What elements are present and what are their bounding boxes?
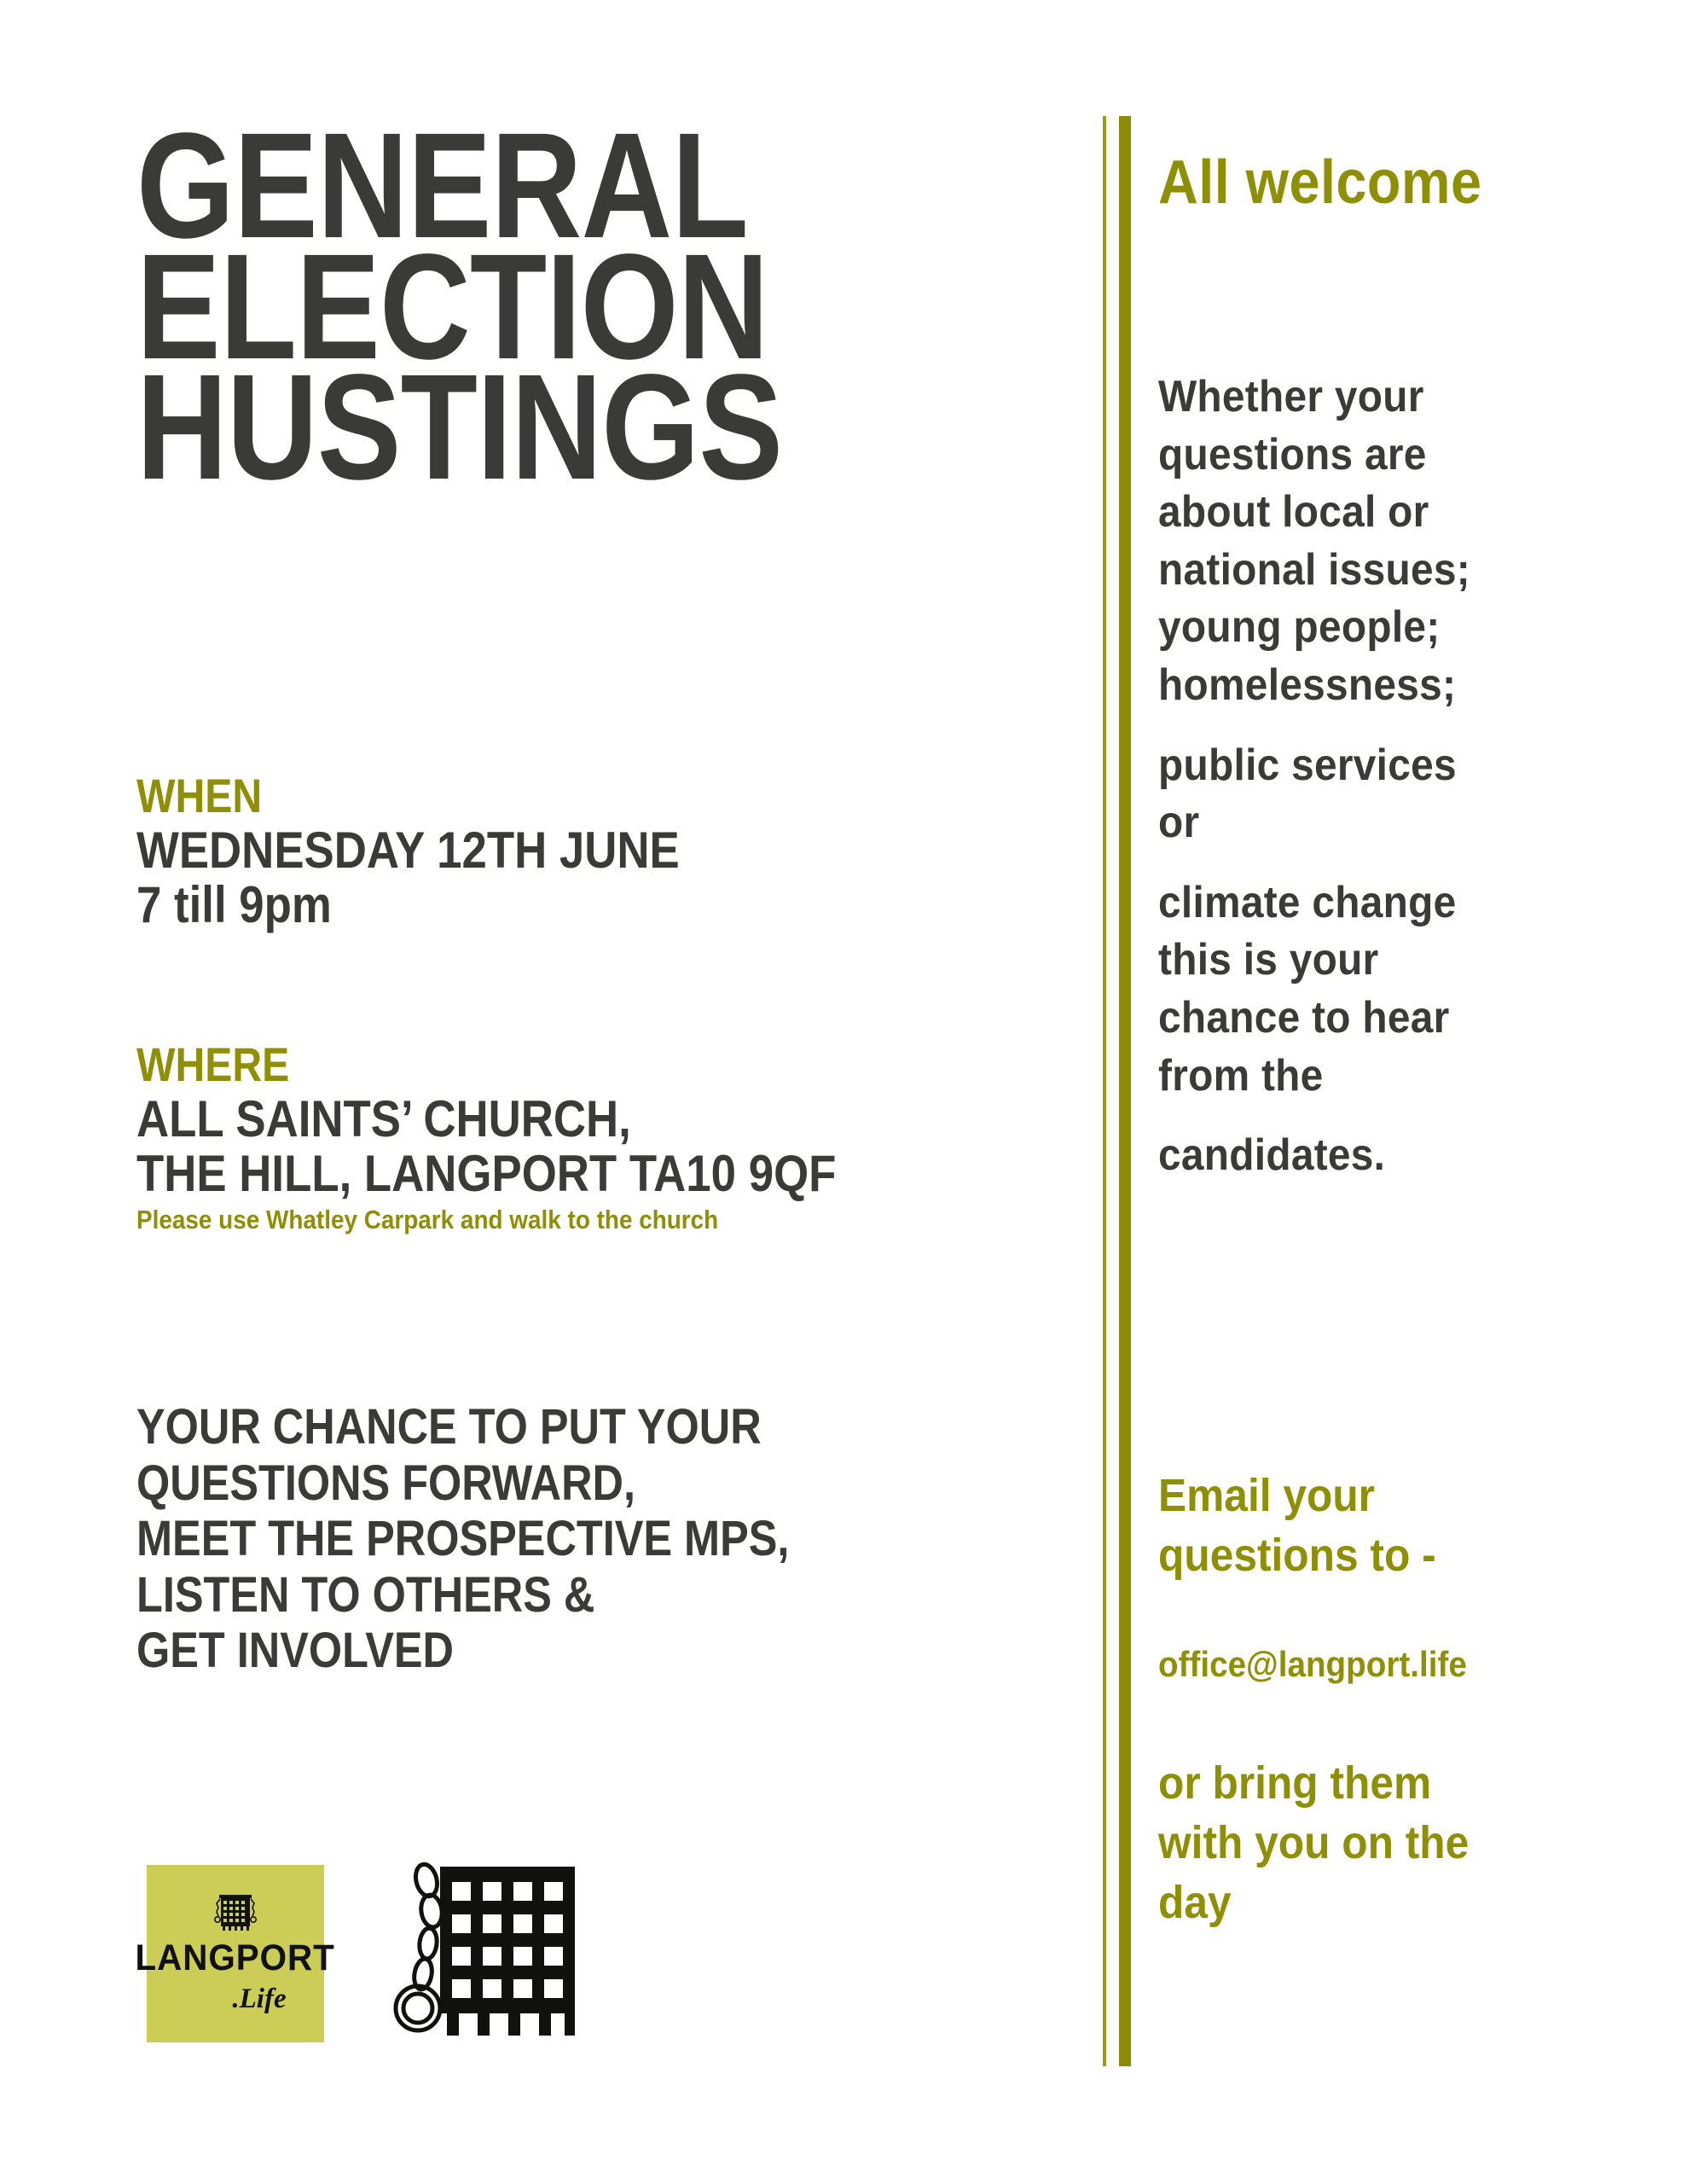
- chance-line-5: GET INVOLVED: [136, 1623, 454, 1679]
- when-block: [136, 769, 1058, 933]
- divider-thin-rule: [1103, 116, 1106, 2066]
- where-label: WHERE: [136, 1037, 290, 1091]
- body-line-3: about local or: [1158, 487, 1429, 537]
- where-venue: ALL SAINTS’ CHURCH,: [136, 1090, 631, 1147]
- chance-line-4: LISTEN TO OTHERS &: [136, 1566, 595, 1623]
- chance-block: [136, 1399, 1058, 1679]
- portcullis-icon: [211, 1894, 260, 1937]
- email-heading-line-2: questions to -: [1158, 1530, 1436, 1582]
- langport-wordmark: LANGPORT: [135, 1937, 336, 1978]
- bring-questions-block: [1158, 1753, 1619, 1933]
- when-label: WHEN: [136, 769, 263, 822]
- body-line-13: candidates.: [1158, 1130, 1386, 1181]
- right-column: [1158, 0, 1619, 2184]
- bring-line-2: with you on the: [1158, 1817, 1470, 1869]
- body-line-4: national issues;: [1158, 544, 1470, 595]
- body-line-9: climate change: [1158, 877, 1457, 927]
- where-block: [136, 1037, 1058, 1237]
- when-date: WEDNESDAY 12TH JUNE: [136, 822, 680, 879]
- logo-row: [136, 1848, 733, 2070]
- email-heading: [1158, 1466, 1619, 1585]
- where-address: THE HILL, LANGPORT TA10 9QF: [136, 1144, 837, 1202]
- page-title: [136, 102, 910, 512]
- langport-suffix: .Life: [232, 1984, 287, 2014]
- headline-line-2: ELECTION: [136, 223, 768, 391]
- body-line-12: from the: [1158, 1050, 1324, 1101]
- bring-line-1: or bring them: [1158, 1757, 1432, 1809]
- left-column: [136, 0, 1058, 2184]
- divider-thick-rule: [1119, 116, 1131, 2066]
- body-line-8: or: [1158, 798, 1200, 848]
- body-line-6: homelessness;: [1158, 659, 1457, 710]
- body-line-7: public services: [1158, 740, 1457, 790]
- where-parking-note: Please use Whatley Carpark and walk to the church: [136, 1205, 719, 1235]
- body-line-1: Whether your: [1158, 372, 1424, 421]
- body-line-10: this is your: [1158, 935, 1379, 985]
- portcullis-chains-icon: [374, 1862, 578, 2049]
- email-heading-line-1: Email your: [1158, 1470, 1376, 1521]
- body-line-5: young people;: [1158, 602, 1441, 653]
- intro-paragraph: [1158, 369, 1619, 1185]
- when-time: 7 till 9pm: [136, 875, 332, 933]
- langport-life-logo: [135, 1865, 336, 2042]
- headline-line-3: HUSTINGS: [136, 344, 783, 512]
- chance-line-1: YOUR CHANCE TO PUT YOUR: [136, 1399, 762, 1455]
- headline-line-1: GENERAL: [136, 102, 748, 270]
- chance-line-3: MEET THE PROSPECTIVE MPS,: [136, 1511, 790, 1567]
- bring-line-3: day: [1158, 1877, 1232, 1929]
- chance-line-2: QUESTIONS FORWARD,: [136, 1455, 636, 1511]
- email-address-link[interactable]: office@langport.life: [1158, 1644, 1467, 1684]
- all-welcome-heading: All welcome: [1158, 148, 1482, 217]
- body-line-11: chance to hear: [1158, 992, 1450, 1043]
- body-line-2: questions are: [1158, 429, 1427, 479]
